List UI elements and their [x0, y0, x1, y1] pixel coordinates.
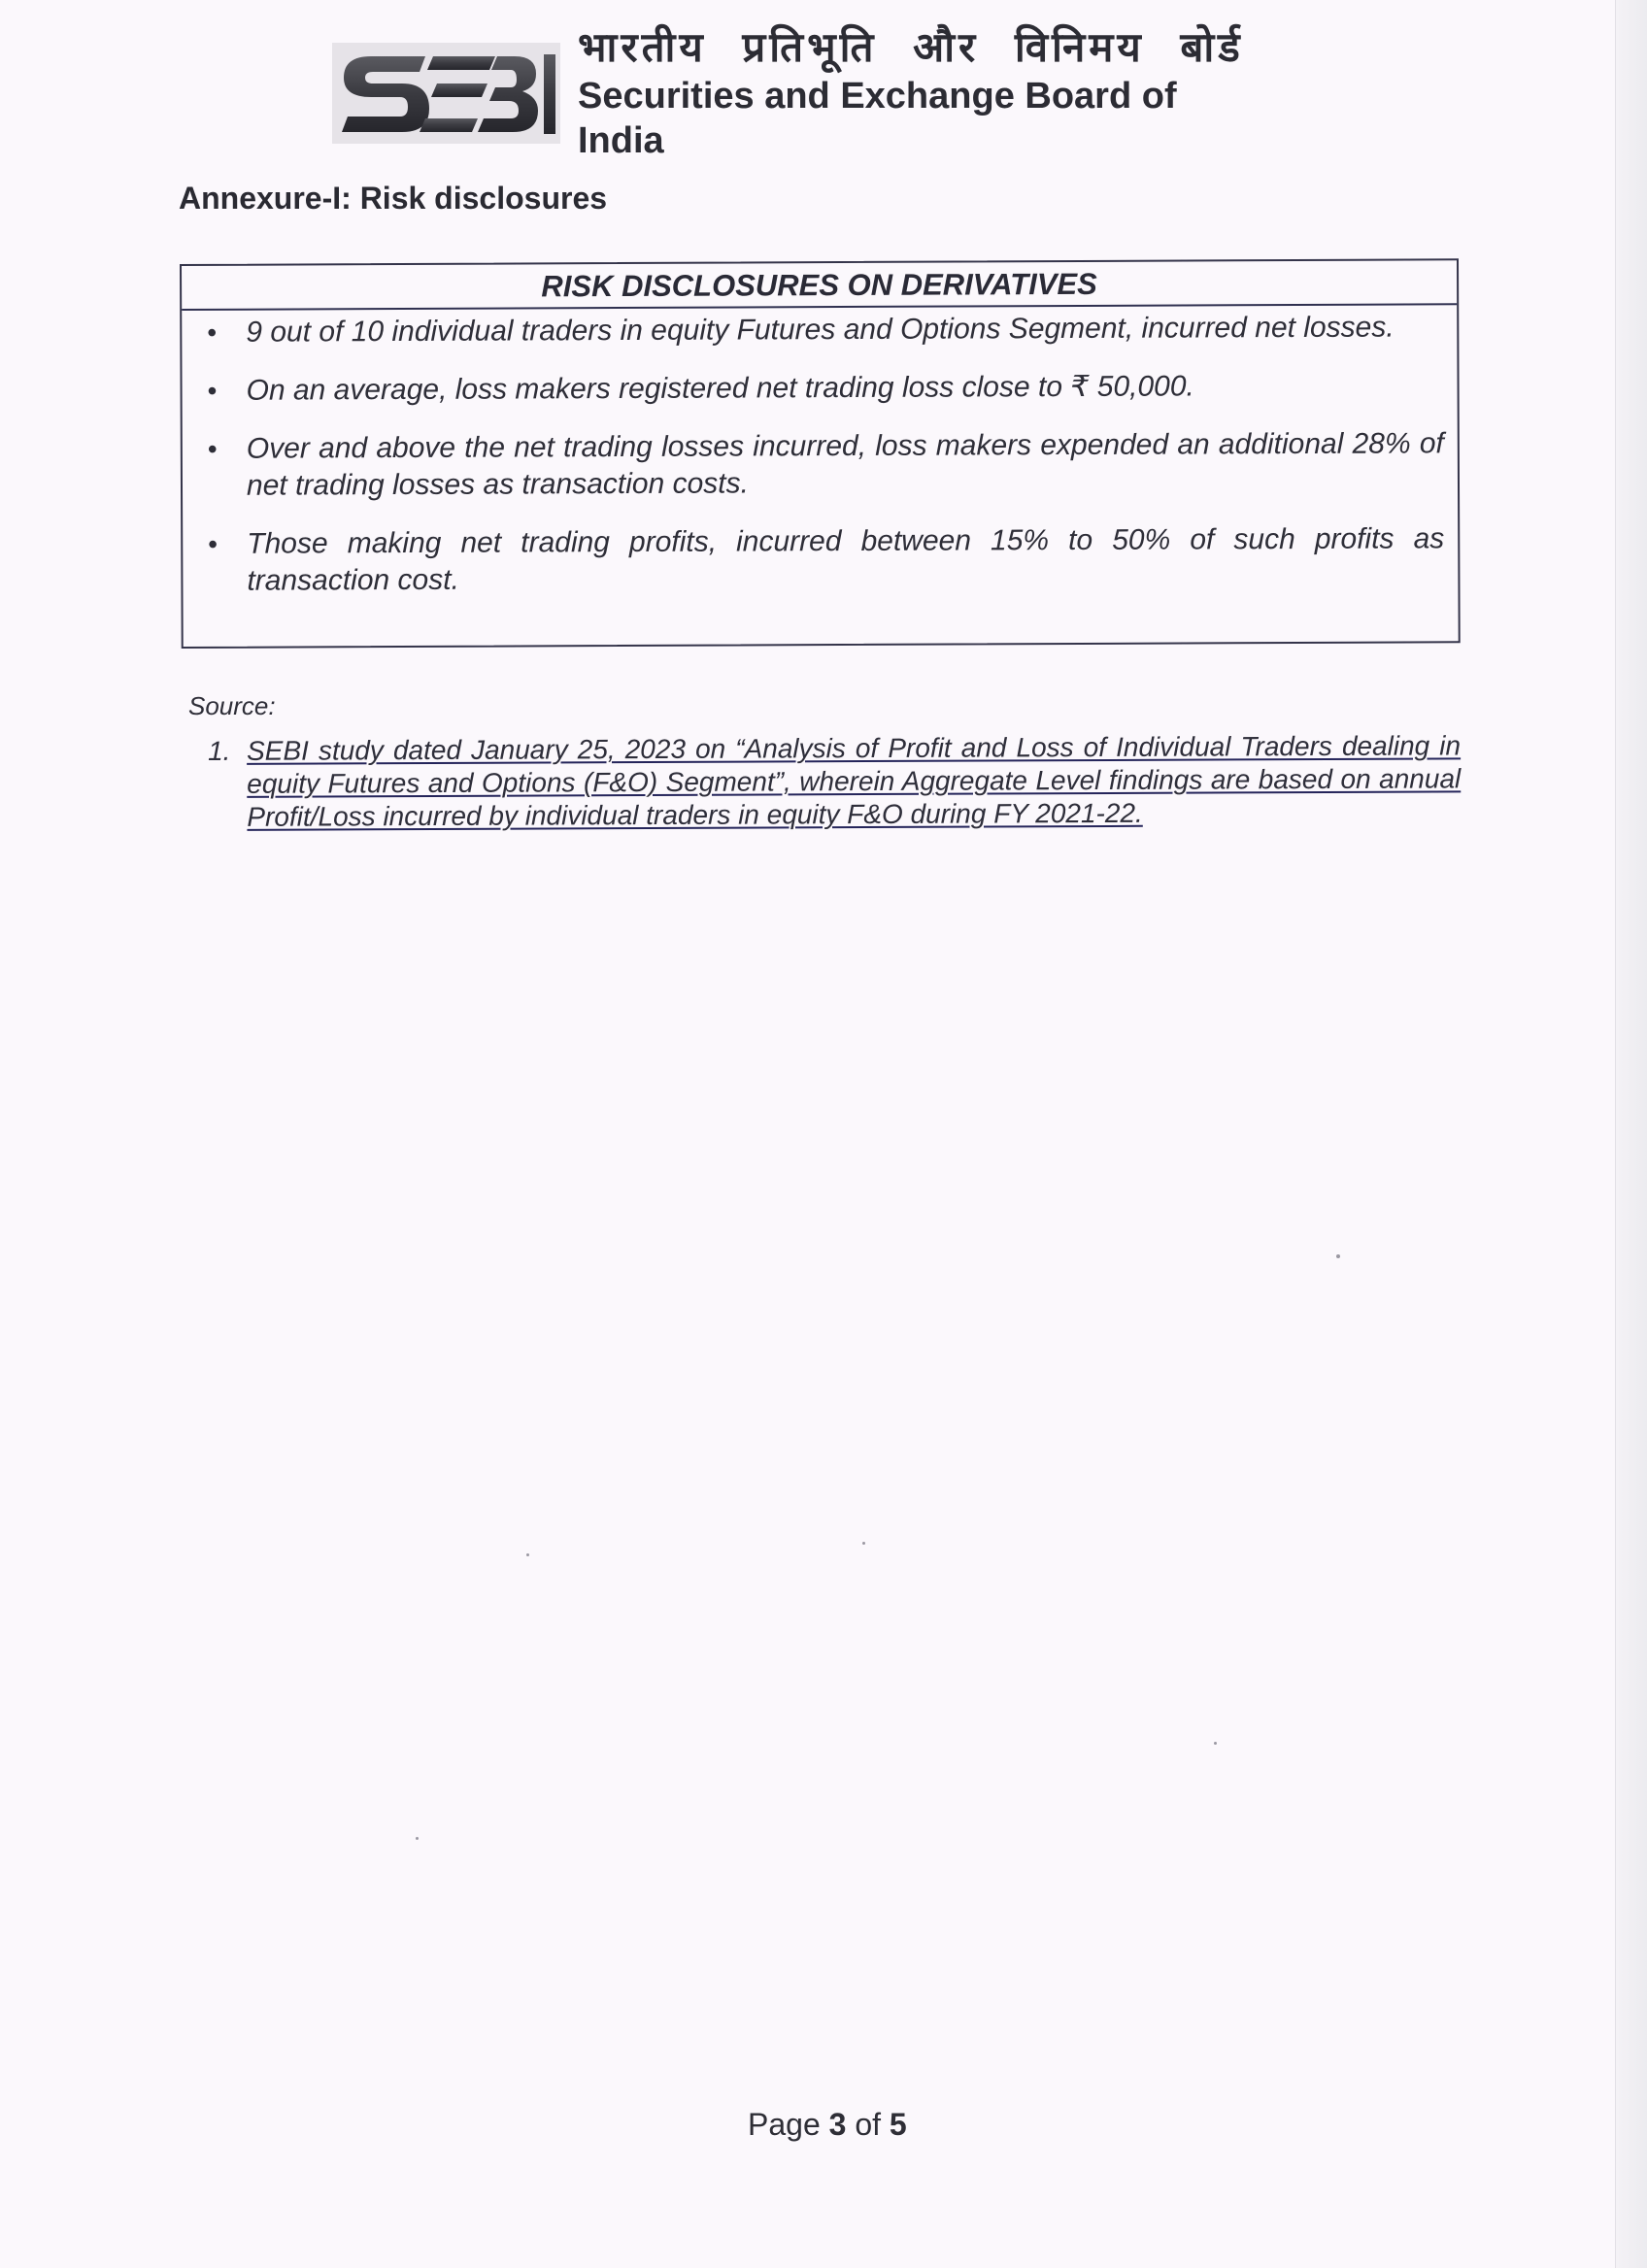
bullet-icon: •	[208, 528, 218, 559]
page-edge-shadow	[1615, 0, 1647, 2268]
risk-item	[195, 367, 1443, 410]
scan-speck	[526, 1553, 529, 1556]
page-footer	[748, 2107, 907, 2143]
risk-disclosures-box	[180, 258, 1461, 649]
source-number: 1.	[208, 735, 231, 766]
letterhead	[332, 23, 1247, 161]
risk-item	[195, 309, 1443, 351]
annexure-title: Annexure-I: Risk disclosures	[179, 181, 608, 216]
risk-item	[196, 520, 1444, 600]
bullet-icon: •	[207, 375, 218, 406]
page-word: Page	[748, 2107, 821, 2142]
source-label: Source:	[188, 691, 276, 720]
source-list	[208, 729, 1461, 834]
bullet-icon: •	[207, 317, 218, 348]
bullet-icon: •	[207, 433, 218, 464]
total-pages-number: 5	[889, 2107, 907, 2142]
risk-item	[196, 425, 1444, 505]
risk-item-text: On an average, loss makers registered net trading loss close to ₹ 50,000.	[246, 370, 1194, 407]
scan-speck	[1214, 1742, 1217, 1745]
org-name-english: Securities and Exchange Board of India	[578, 76, 1177, 161]
org-names	[578, 23, 1247, 163]
risk-list	[182, 309, 1458, 600]
risk-item-text: Those making net trading profits, incurred between 15% to 50% of such profits as transaction cost.	[247, 522, 1445, 597]
scan-speck	[862, 1542, 865, 1545]
of-word: of	[855, 2107, 881, 2142]
org-name-hindi: भारतीय प्रतिभूति और विनिमय बोर्ड	[578, 23, 1244, 71]
source-item	[208, 729, 1461, 834]
scan-speck	[416, 1837, 419, 1840]
risk-item-text: 9 out of 10 individual traders in equity Futures and Options Segment, incurred net losses.	[246, 311, 1395, 349]
risk-item-text: Over and above the net trading losses incurred, loss makers expended an additional 28% of net trading losses as transaction costs.	[246, 427, 1444, 502]
risk-box-header: RISK DISCLOSURES ON DERIVATIVES	[182, 260, 1457, 311]
current-page-number: 3	[828, 2107, 847, 2142]
source-citation-link[interactable]: SEBI study dated January 25, 2023 on “Analysis of Profit and Loss of Individual Traders dealing in equity Futures and Options (F&O) Segment”, wherein Aggregate Level findings are based on annual Profit/Loss incurred by individual traders in equity F&O during FY 2021-22.	[247, 730, 1462, 832]
sebi-logo-icon	[332, 43, 560, 144]
scan-speck	[1336, 1254, 1340, 1258]
